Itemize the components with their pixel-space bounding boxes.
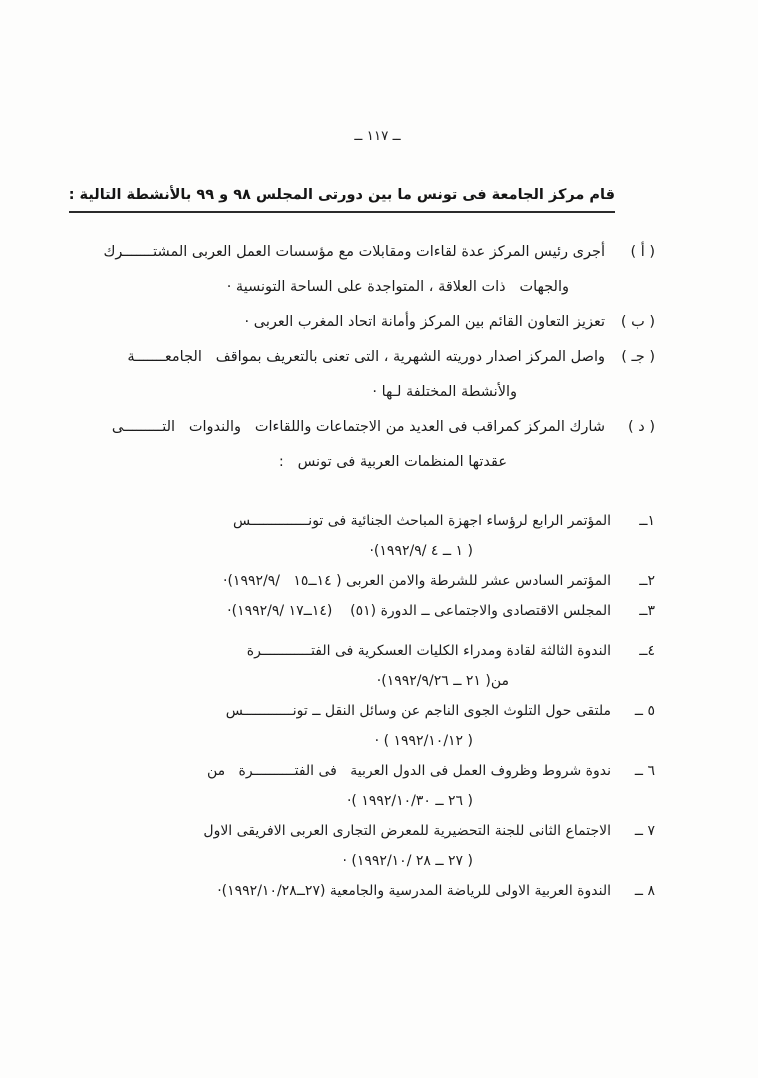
paragraph-ba bbox=[55, 305, 655, 340]
list-date-line: من( ٢١ ــ ١٩٩٢/٩/٢٦)· bbox=[376, 673, 509, 689]
list-date-line: ( ١ ــ ٤ /١٩٩٢/٩)· bbox=[369, 543, 473, 559]
paragraph-alif-label: ( أ ) bbox=[630, 244, 655, 260]
document-title: قام مركز الجامعة فى تونس ما بين دورتى المجلس ٩٨ و ٩٩ بالأنشطة التالية : bbox=[69, 187, 615, 213]
list-item-4 bbox=[55, 636, 655, 696]
paragraph-line: والأنشطة المختلفة لـها · bbox=[372, 384, 517, 400]
paragraph-line: واصل المركز اصدار دوريته الشهرية ، التى تعنى بالتعريف بمواقف الجامعـــــــة bbox=[127, 349, 605, 365]
list-line: الندوة الثالثة لقادة ومدراء الكليات العسكرية فى الفتــــــــــــرة bbox=[246, 643, 611, 659]
list-item-3-number: ٣ــ bbox=[639, 603, 655, 619]
list-date-line: ( ١٩٩٢/١٠/١٢ ) · bbox=[374, 733, 473, 749]
paragraph-line: تعزيز التعاون القائم بين المركز وأمانة اتحاد المغرب العربى · bbox=[244, 314, 605, 330]
paragraph-line: والجهات ذات العلاقة ، المتواجدة على الساحة التونسية · bbox=[226, 279, 569, 295]
list-item-4-number: ٤ــ bbox=[639, 643, 655, 659]
paragraph-line: شارك المركز كمراقب فى العديد من الاجتماعات واللقاءات والندوات التـــــــــى bbox=[111, 419, 605, 435]
list-line: الاجتماع الثانى للجنة التحضيرية للمعرض التجارى العربى الافريقى الاول bbox=[203, 823, 611, 839]
paragraph-line: عقدتها المنظمات العربية فى تونس : bbox=[278, 454, 507, 470]
list-line: المجلس الاقتصادى والاجتماعى ــ الدورة (٥١) (١٤ــ١٧ /١٩٩٢/٩)· bbox=[227, 603, 611, 619]
list-line: الندوة العربية الاولى للرياضة المدرسية والجامعية (٢٧ــ١٩٩٢/١٠/٢٨)· bbox=[217, 883, 611, 899]
list-line: المؤتمر السادس عشر للشرطة والامن العربى ( ١٤ــ١٥ /١٩٩٢/٩)· bbox=[223, 573, 611, 589]
paragraph-jim-text bbox=[55, 340, 605, 410]
list-item-1-number: ١ــ bbox=[639, 513, 655, 529]
list-line: ندوة شروط وظروف العمل فى الدول العربية فى الفتــــــــــرة من bbox=[207, 763, 611, 779]
paragraph-alif-text bbox=[55, 235, 605, 305]
paragraph-ba-label: ( ب ) bbox=[620, 314, 655, 330]
list-date-line: ( ٢٧ ــ ٢٨ /١٩٩٢/١٠) · bbox=[342, 853, 473, 869]
list-item-8-number: ٨ ــ bbox=[634, 883, 655, 899]
paragraph-line: أجرى رئيس المركز عدة لقاءات ومقابلات مع مؤسسات العمل العربى المشتـــــــرك bbox=[103, 244, 605, 260]
list-date-line: ( ٢٦ ــ ١٩٩٢/١٠/٣٠ )· bbox=[346, 793, 473, 809]
paragraph-dal bbox=[55, 410, 655, 480]
list-item-6 bbox=[55, 756, 655, 816]
list-item-5 bbox=[55, 696, 655, 756]
list-item-7-number: ٧ ــ bbox=[634, 823, 655, 839]
list-item-2 bbox=[55, 566, 655, 596]
lettered-paragraphs bbox=[55, 235, 655, 480]
title-row bbox=[55, 184, 655, 213]
list-item-7 bbox=[55, 816, 655, 876]
paragraph-alif bbox=[55, 235, 655, 305]
list-item-1 bbox=[55, 506, 655, 566]
list-item-2-number: ٢ــ bbox=[639, 573, 655, 589]
list-item-6-number: ٦ ــ bbox=[634, 763, 655, 779]
list-item-5-number: ٥ ــ bbox=[634, 703, 655, 719]
list-line: المؤتمر الرابع لرؤساء اجهزة المباحث الجنائية فى تونــــــــــــــس bbox=[233, 513, 611, 529]
numbered-list bbox=[55, 506, 655, 906]
page-number: ــ ١١٧ ــ bbox=[354, 128, 401, 144]
list-item-3 bbox=[55, 596, 655, 626]
paragraph-dal-label: ( د ) bbox=[628, 419, 655, 435]
paragraph-jim bbox=[55, 340, 655, 410]
list-item-8 bbox=[55, 876, 655, 906]
paragraph-dal-text bbox=[55, 410, 605, 480]
paragraph-ba-text bbox=[55, 305, 605, 340]
list-line: ملتقى حول التلوث الجوى الناجم عن وسائل النقل ــ تونــــــــــــس bbox=[225, 703, 611, 719]
paragraph-jim-label: ( جـ ) bbox=[621, 349, 655, 365]
